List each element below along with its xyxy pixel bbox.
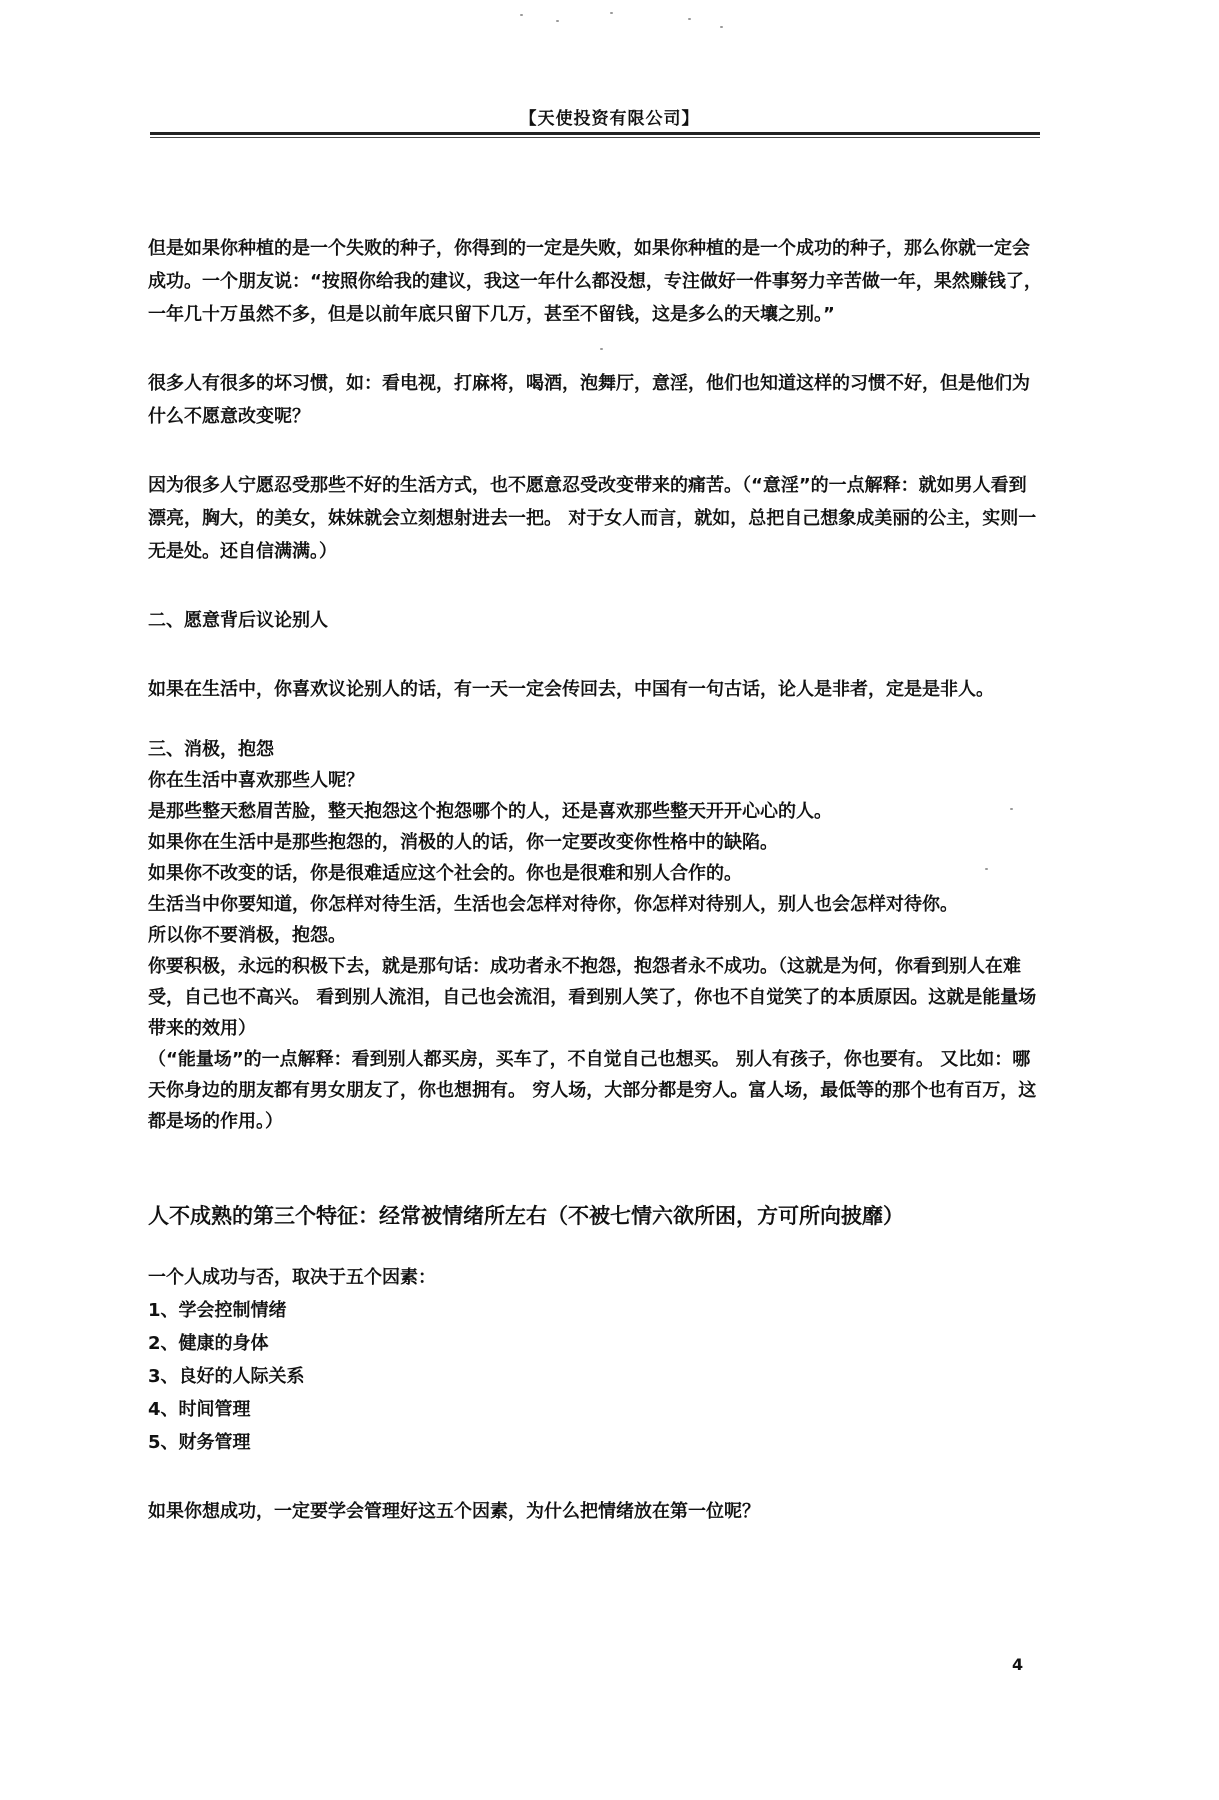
page-number: 4 xyxy=(1012,1655,1024,1674)
closing-question: 如果你想成功，一定要学会管理好这五个因素，为什么把情绪放在第一位呢？ xyxy=(148,1501,760,1522)
factor-item: 3、良好的人际关系 xyxy=(148,1366,305,1387)
factors-intro: 一个人成功与否，取决于五个因素： xyxy=(148,1267,436,1288)
section-heading-negativity: 三、消极，抱怨 xyxy=(148,739,274,760)
paragraph-endure: 因为很多人宁愿忍受那些不好的生活方式，也不愿意忍受改变带来的痛苦。（“意淫”的一点解释：就如男人看到漂亮，胸大，的美女，妹妹就会立刻想射进去一把。 对于女人而言，就如，总把自己想象成美丽的公主，实则一无是处。还自信满满。） xyxy=(148,475,1037,562)
paragraph-gossip: 如果在生活中，你喜欢议论别人的话，有一天一定会传回去，中国有一句古话，论人是非者，定是是非人。 xyxy=(148,679,994,700)
text-line: 是那些整天愁眉苦脸，整天抱怨这个抱怨哪个的人，还是喜欢那些整天开开心心的人。 xyxy=(148,801,832,822)
paragraph-seed: 但是如果你种植的是一个失败的种子，你得到的一定是失败，如果你种植的是一个成功的种子，那么你就一定会成功。一个朋友说：“按照你给我的建议，我这一年什么都没想，专注做好一件事努力辛苦做一年，果然赚钱了，一年几十万虽然不多，但是以前年底只留下几万，甚至不留钱，这是多么的天壤之别。” xyxy=(148,238,1042,325)
section-heading-gossip: 二、愿意背后议论别人 xyxy=(148,610,328,631)
success-factors xyxy=(148,1261,1043,1459)
body-content xyxy=(148,232,1043,1528)
feature-three-heading: 人不成熟的第三个特征：经常被情绪所左右（不被七情六欲所困，方可所向披靡） xyxy=(148,1204,904,1228)
scan-speck xyxy=(520,14,523,16)
factor-item: 2、健康的身体 xyxy=(148,1333,269,1354)
paragraph-bad-habits: 很多人有很多的坏习惯，如：看电视，打麻将，喝酒，泡舞厅，意淫，他们也知道这样的习惯不好，但是他们为什么不愿意改变呢？ xyxy=(148,373,1030,427)
factor-item: 4、时间管理 xyxy=(148,1399,251,1420)
text-line: 你在生活中喜欢那些人呢？ xyxy=(148,770,364,791)
scan-speck xyxy=(688,18,691,20)
factor-item: 1、学会控制情绪 xyxy=(148,1300,287,1321)
scan-speck xyxy=(556,20,559,22)
scan-speck xyxy=(720,26,723,28)
text-line: 所以你不要消极，抱怨。 xyxy=(148,925,346,946)
text-line: 如果你在生活中是那些抱怨的，消极的人的话，你一定要改变你性格中的缺陷。 xyxy=(148,832,778,853)
factor-item: 5、财务管理 xyxy=(148,1432,251,1453)
section-negativity xyxy=(148,734,1043,1137)
text-line: 如果你不改变的话，你是很难适应这个社会的。你也是很难和别人合作的。 xyxy=(148,863,742,884)
scan-speck xyxy=(610,12,613,14)
company-header: 【天使投资有限公司】 xyxy=(519,109,700,129)
text-line: （“能量场”的一点解释：看到别人都买房，买车了，不自觉自己也想买。 别人有孩子，你也要有。 又比如：哪天你身边的朋友都有男女朋友了，你也想拥有。 穷人场，大部分都是穷人。富人场，最低等的那个也有百万，这都是场的作用。） xyxy=(148,1049,1037,1132)
text-line: 生活当中你要知道，你怎样对待生活，生活也会怎样对待你，你怎样对待别人，别人也会怎样对待你。 xyxy=(148,894,958,915)
text-line: 你要积极，永远的积极下去，就是那句话：成功者永不抱怨，抱怨者永不成功。（这就是为何，你看到别人在难受，自己也不高兴。 看到别人流泪，自己也会流泪，看到别人笑了，你也不自觉笑了的本质原因。这就是能量场带来的效用） xyxy=(148,956,1037,1039)
header-rule xyxy=(150,132,1040,138)
